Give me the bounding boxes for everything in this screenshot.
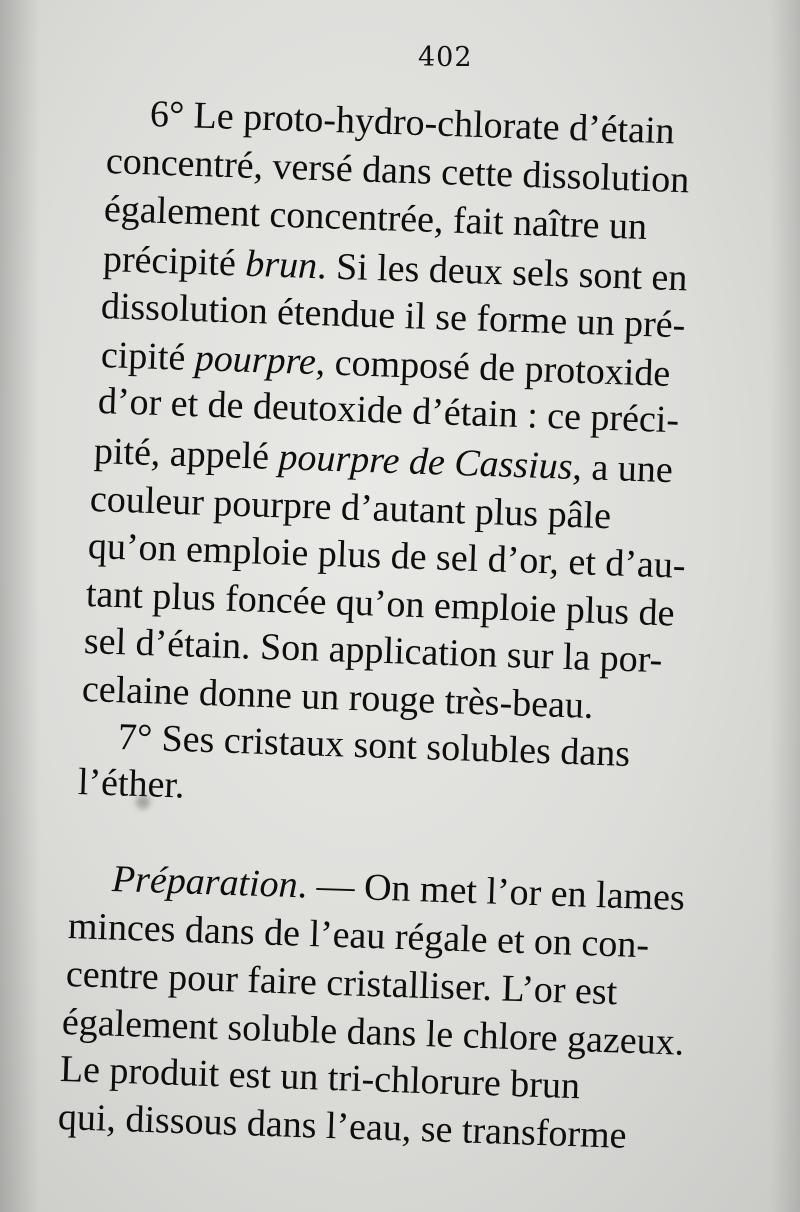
- text-line: couleur pourpre d’autant plus pâle: [89, 478, 612, 538]
- text-line: celaine donne un rouge très-beau.: [81, 668, 595, 727]
- text-line: également concentrée, fait naître un: [103, 188, 648, 249]
- text-span: cipité: [100, 334, 196, 380]
- text-span: précipité: [102, 238, 247, 285]
- text-span: , a une: [571, 445, 674, 492]
- text-line: dissolution étendue il se forme un pré-: [100, 285, 687, 347]
- paper-spot: [136, 795, 150, 809]
- text-line: Le produit est un tri-chlorure brun: [59, 1048, 581, 1108]
- page-number: 402: [418, 42, 473, 73]
- italic-heading: Préparation: [111, 858, 299, 907]
- text-line: sel d’étain. Son application sur la por-: [83, 620, 663, 682]
- text-line: centre pour faire cristalliser. L’or est: [65, 953, 618, 1014]
- text-line: 6° Le proto-hydro-chlorate d’étain: [149, 93, 676, 153]
- text-line: également soluble dans le chlore gazeux.: [61, 1001, 685, 1064]
- text-line: qu’on emploie plus de sel d’or, et d’au-: [87, 525, 687, 587]
- text-line: tant plus foncée qu’on emploie plus de: [85, 573, 676, 635]
- text-line: l’éther.: [77, 761, 186, 807]
- text-line: d’or et de deutoxide d’étain : ce préci-: [97, 380, 680, 442]
- page-shadow-right: [770, 0, 800, 1212]
- text-line: minces dans de l’eau régale et on con-: [67, 905, 650, 967]
- italic-term: pourpre: [194, 337, 317, 384]
- text-line: 7° Ses cristaux sont solubles dans: [117, 716, 631, 775]
- text-line: qui, dissous dans l’eau, se transforme: [57, 1096, 628, 1157]
- text-span: . Si les deux sels sont en: [316, 245, 689, 300]
- text-span: pité, appelé: [93, 430, 280, 479]
- text-span: , composé de protoxide: [315, 341, 671, 395]
- page-shadow-left: [0, 0, 40, 1212]
- italic-term: brun: [244, 242, 318, 288]
- text-line: concentré, versé dans cette dissolution: [105, 140, 690, 202]
- italic-term: pourpre de Cassius: [277, 436, 574, 488]
- text-span: . — On met l’or en lames: [296, 864, 686, 919]
